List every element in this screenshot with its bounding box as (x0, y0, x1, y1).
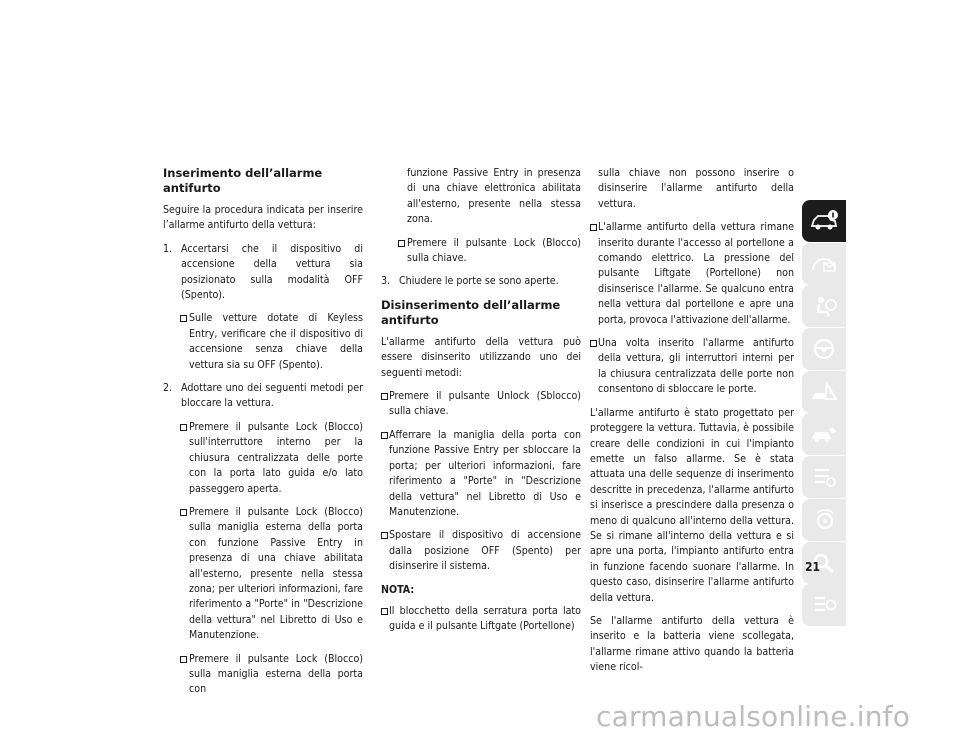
square-bullet-icon (180, 315, 187, 322)
watermark: carmanualsonline.info (596, 700, 911, 733)
square-bullet-icon (381, 393, 388, 400)
square-bullet-icon (590, 340, 597, 347)
tab-airbag-seat[interactable] (802, 285, 846, 327)
tab-multimedia[interactable] (802, 499, 846, 541)
square-bullet-icon (381, 532, 388, 539)
tab-dashboard-lights[interactable] (802, 243, 846, 285)
bullet-continuation: funzione Passive Entry in presenza di una chiave elettronica abilitata all'esterno, presente nella stessa zona. (407, 167, 581, 226)
paragraph: Seguire la procedura indicata per inserire l’allarme antifurto della vettura: (163, 204, 363, 232)
numbered-step: 1. Accertarsi che il dispositivo di accensione della vettura sia posizionato sulla modalità OFF (Spento). (163, 242, 363, 302)
index-icon (809, 593, 839, 617)
warning-car-icon (809, 380, 839, 404)
multimedia-icon (809, 508, 839, 532)
square-bullet-icon (381, 432, 388, 439)
service-car-icon (809, 422, 839, 446)
numbered-step: 2. Adottare uno dei seguenti metodi per bloccare la vettura. (163, 382, 363, 410)
bullet-item: Premere il pulsante Lock (Blocco) sull'interruttore interno per la chiusura centralizzata delle porte con la porta lato guida e/o lato passeggero aperta. (163, 420, 363, 497)
car-info-icon (809, 209, 839, 233)
bullet-item: Una volta inserito l'allarme antifurto della vettura, gli interruttori interni per la chiusura centralizzata delle porte non consentono di sbloccare le porte. (590, 336, 794, 398)
square-bullet-icon (590, 224, 597, 231)
column-1 (163, 166, 363, 706)
tab-steering-wheel[interactable] (802, 328, 846, 370)
tab-service-car[interactable] (802, 413, 846, 455)
paragraph: Se l'allarme antifurto della vettura è inserito e la batteria viene scollegata, l'allarme rimane attivo quando la batteria viene ricol- (590, 614, 794, 674)
bullet-item: Premere il pulsante Lock (Blocco) sulla maniglia esterna della porta con (163, 652, 363, 698)
page-number: 21 (805, 560, 821, 574)
bullet-item: Premere il pulsante Lock (Blocco) sulla maniglia esterna della porta con funzione Passive Entry in presenza di una chiave abilitata all'esterno, presente nella stessa zona; per ulteriori informazioni, fare riferimento a "Porte" in "Descrizione della vettura" nel Libretto di Uso e Manutenzione. (163, 505, 363, 644)
column-2 (381, 166, 581, 643)
paragraph: L'allarme antifurto è stato progettato per proteggere la vettura. Tuttavia, è possibile creare delle condizioni in cui l'impianto emette un falso allarme. Se è stata attuata una delle sequenze di inserimento descritte in precedenza, l'allarme antifurto si inserisce a prescindere dalla presenza o meno di qualcuno all'interno della vettura. Se si rimane all'interno della vettura e si apre una porta, l'impianto antifurto entra in funzione facendo suonare l'allarme. In questo caso, disinserire l'allarme antifurto della vettura. (590, 406, 794, 604)
square-bullet-icon (180, 424, 187, 431)
tab-index[interactable] (802, 584, 846, 626)
bullet-item: Premere il pulsante Unlock (Sblocco) sulla chiave. (381, 389, 581, 420)
bullet-item: Premere il pulsante Lock (Blocco) sulla chiave. (381, 236, 581, 267)
specs-icon (809, 465, 839, 489)
section-heading-disarming: Disinserimento dell’allarme antifurto (381, 297, 561, 327)
steering-wheel-icon (809, 337, 839, 361)
bullet-item: Sulle vetture dotate di Keyless Entry, verificare che il dispositivo di accensione senza chiave della vettura sia su OFF (Spento). (163, 311, 363, 373)
dashboard-lights-icon (809, 252, 839, 276)
square-bullet-icon (381, 608, 388, 615)
square-bullet-icon (398, 240, 405, 247)
tab-car-info[interactable] (802, 200, 846, 242)
tab-warning-car[interactable] (802, 371, 846, 413)
square-bullet-icon (180, 656, 187, 663)
square-bullet-icon (180, 509, 187, 516)
bullet-continuation: sulla chiave non possono inserire o disinserire l'allarme antifurto della vettura. (598, 167, 794, 210)
numbered-step: 3. Chiudere le porte se sono aperte. (381, 275, 559, 288)
note-label: NOTA: (381, 583, 415, 596)
airbag-seat-icon (809, 294, 839, 318)
tab-specs[interactable] (802, 456, 846, 498)
bullet-item: L'allarme antifurto della vettura rimane inserito durante l'accesso al portellone a comando elettrico. La pressione del pulsante Liftgate (Portellone) non disinserisce l'allarme. Se qualcuno entra nella vettura dal portellone e apre una porta, provoca l'attivazione dell'allarme. (590, 220, 794, 328)
section-heading-arming: Inserimento dell’allarme antifurto (163, 166, 323, 195)
column-3 (590, 166, 794, 684)
bullet-item: Il blocchetto della serratura porta lato guida e il pulsante Liftgate (Portellone) (381, 604, 581, 635)
bullet-item: Afferrare la maniglia della porta con funzione Passive Entry per sbloccare la porta; per ulteriori informazioni, fare riferimento a "Porte" in "Descrizione della vettura" nel Libretto di Uso e Manutenzione. (381, 428, 581, 520)
bullet-item: Spostare il dispositivo di accensione dalla posizione OFF (Spento) per disinserire il sistema. (381, 528, 581, 574)
paragraph: L'allarme antifurto della vettura può essere disinserito utilizzando uno dei seguenti metodi: (381, 335, 581, 379)
